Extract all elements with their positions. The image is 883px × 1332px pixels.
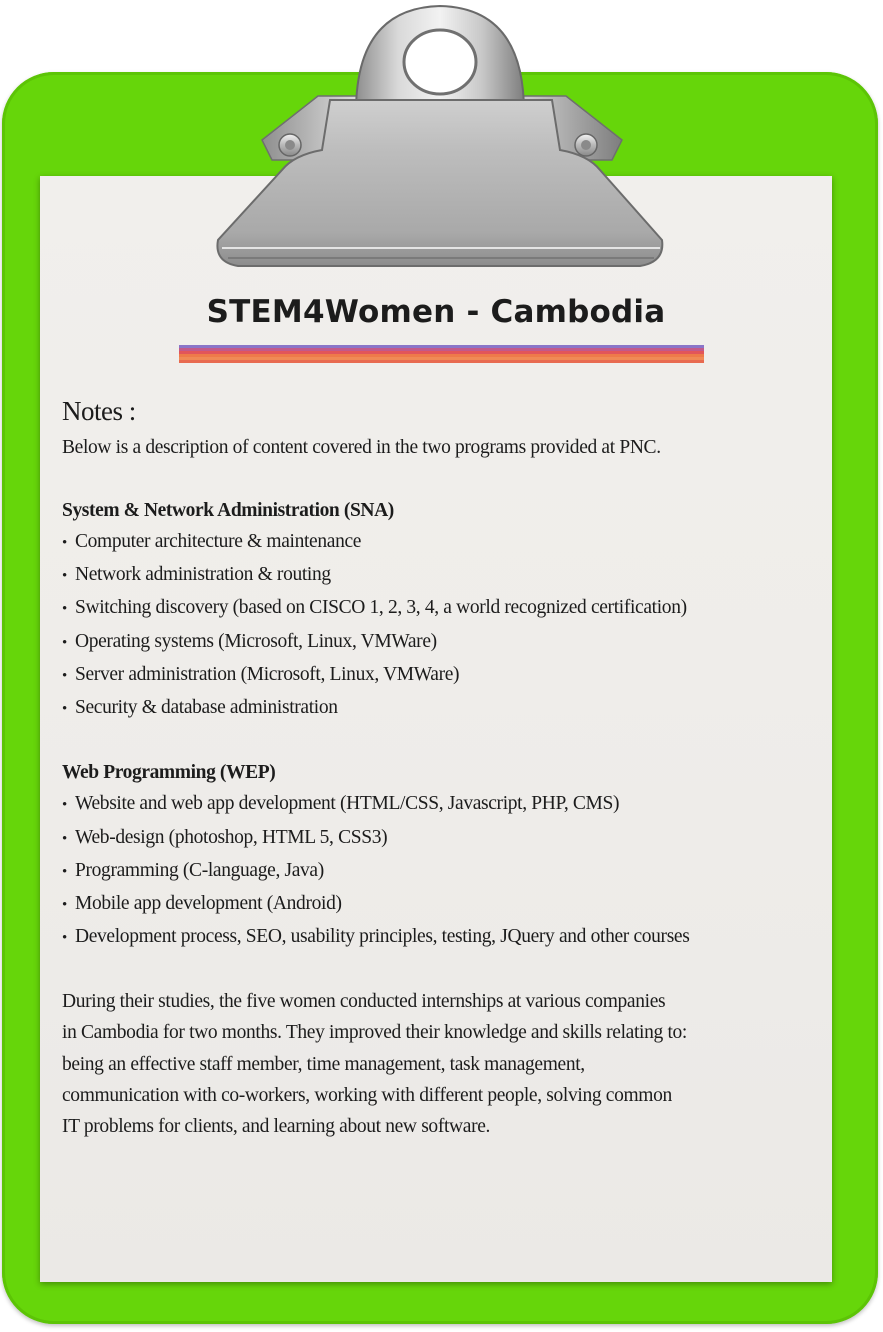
section-title-wep: Web Programming (WEP) [62, 761, 276, 783]
list-item: • Computer architecture & maintenance [62, 526, 822, 559]
bullet-icon: • [62, 668, 67, 685]
list-item: • Switching discovery (based on CISCO 1, 2, 3, 4, a world recognized certification) [62, 592, 822, 625]
list-item: • Server administration (Microsoft, Linux, VMWare) [62, 659, 822, 692]
closing-paragraph-line: During their studies, the five women conducted internships at various companies [62, 991, 666, 1013]
sna-list [62, 526, 822, 726]
list-item: • Operating systems (Microsoft, Linux, VMWare) [62, 626, 822, 659]
notes-content [62, 394, 822, 1143]
bullet-icon: • [62, 863, 67, 880]
section-title-sna: System & Network Administration (SNA) [62, 499, 394, 521]
closing-paragraph-line: IT problems for clients, and learning about new software. [62, 1116, 491, 1138]
bullet-icon: • [62, 634, 67, 651]
bullet-icon: • [62, 568, 67, 585]
bullet-icon: • [62, 897, 67, 914]
list-item: • Security & database administration [62, 692, 822, 725]
bullet-icon: • [62, 601, 67, 618]
notes-intro: Below is a description of content covered in the two programs provided at PNC. [62, 437, 661, 458]
list-item: • Network administration & routing [62, 559, 822, 592]
title-underline-stripe [179, 360, 704, 363]
bullet-icon: • [62, 930, 67, 947]
notes-heading: Notes : [62, 396, 136, 426]
bullet-icon: • [62, 830, 67, 847]
closing-paragraph-line: in Cambodia for two months. They improved their knowledge and skills relating to: [62, 1022, 687, 1044]
page-title: STEM4Women - Cambodia [206, 294, 666, 330]
wep-list [62, 788, 822, 954]
bullet-icon: • [62, 701, 67, 718]
bullet-icon: • [62, 534, 67, 551]
bullet-icon: • [62, 797, 67, 814]
title-underline-bar [179, 345, 704, 363]
list-item: • Mobile app development (Android) [62, 888, 822, 921]
list-item: • Website and web app development (HTML/CSS, Javascript, PHP, CMS) [62, 788, 822, 821]
closing-paragraph-line: being an effective staff member, time management, task management, [62, 1053, 585, 1075]
list-item: • Development process, SEO, usability principles, testing, JQuery and other courses [62, 921, 822, 954]
list-item: • Web-design (photoshop, HTML 5, CSS3) [62, 822, 822, 855]
list-item: • Programming (C-language, Java) [62, 855, 822, 888]
closing-paragraph-line: communication with co-workers, working with different people, solving common [62, 1084, 672, 1106]
